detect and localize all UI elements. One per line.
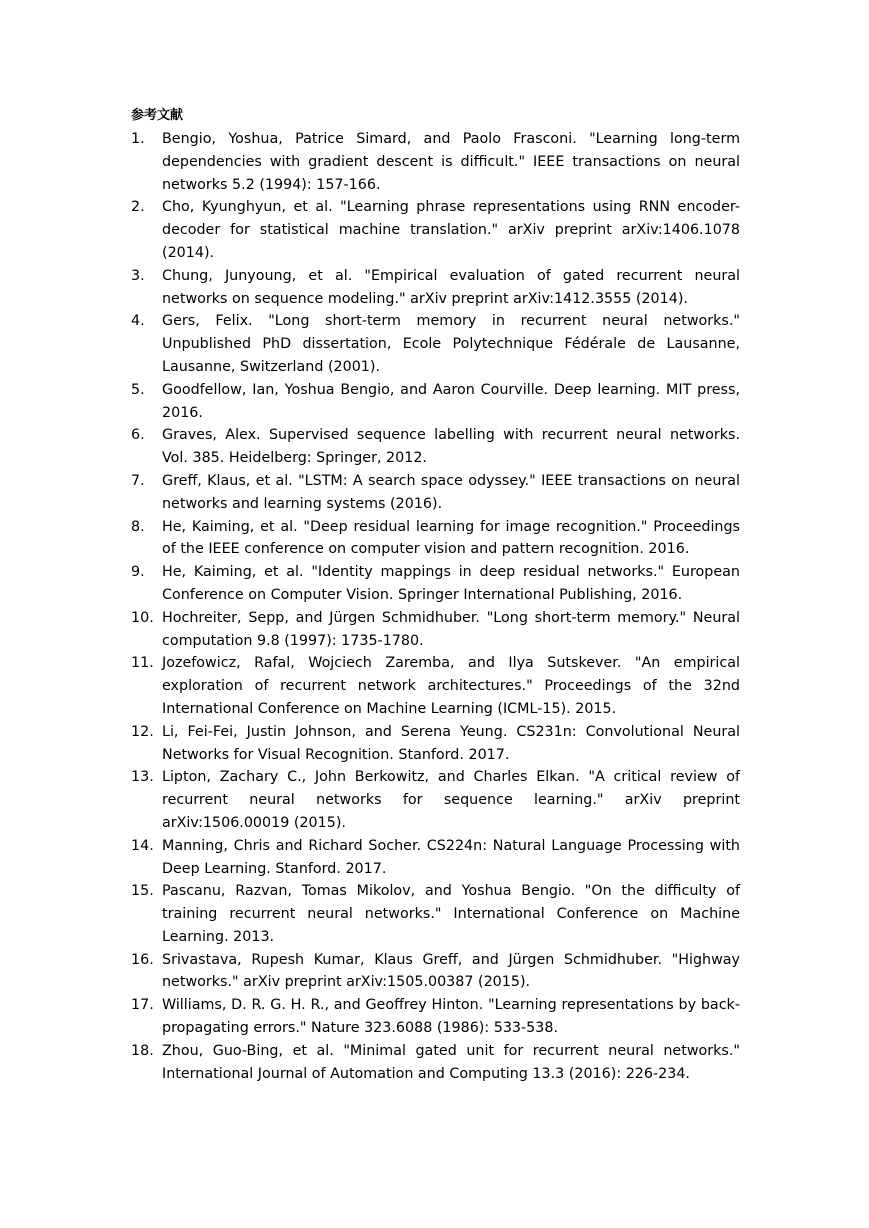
reference-item [131,766,740,834]
reference-text: Pascanu, Razvan, Tomas Mikolov, and Yoshua Bengio. "On the difficulty of training recurrent neural networks." International Conference on Machine Learning. 2013. [162,883,740,945]
reference-text: Gers, Felix. "Long short-term memory in recurrent neural networks." Unpublished PhD dissertation, Ecole Polytechnique Fédérale de Lausanne, Lausanne, Switzerland (2001). [162,313,740,375]
reference-number: 1. [131,131,145,147]
reference-number: 17. [131,997,154,1014]
reference-number: 14. [131,837,154,854]
reference-item [131,994,740,1040]
reference-text: Cho, Kyunghyun, et al. "Learning phrase representations using RNN encoder-decoder for statistical machine translation." arXiv preprint arXiv:1406.1078 (2014). [162,199,740,261]
reference-number: 4. [131,313,145,330]
reference-number: 7. [131,472,145,489]
reference-number: 16. [131,951,154,968]
reference-text: He, Kaiming, et al. "Deep residual learning for image recognition." Proceedings of the IEEE conference on computer vision and pattern recognition. 2016. [162,518,740,558]
reference-number: 8. [131,518,145,535]
reference-number: 9. [131,564,145,581]
reference-item [131,607,740,653]
reference-number: 2. [131,199,145,216]
reference-text: Lipton, Zachary C., John Berkowitz, and Charles Elkan. "A critical review of recurrent neural networks for sequence learning." arXiv preprint arXiv:1506.00019 (2015). [162,769,740,831]
reference-item [131,516,740,562]
reference-number: 15. [131,883,154,900]
reference-item [131,835,740,881]
references-heading: 参考文献 [131,108,184,123]
reference-text: He, Kaiming, et al. "Identity mappings in deep residual networks." European Conference on Computer Vision. Springer International Publishing, 2016. [162,564,740,603]
reference-item [131,379,740,425]
reference-text: Li, Fei-Fei, Justin Johnson, and Serena Yeung. CS231n: Convolutional Neural Networks for Visual Recognition. Stanford. 2017. [162,723,740,763]
reference-text: Graves, Alex. Supervised sequence labelling with recurrent neural networks. Vol. 385. Heidelberg: Springer, 2012. [162,427,740,467]
reference-number: 13. [131,769,154,786]
reference-text: Goodfellow, Ian, Yoshua Bengio, and Aaron Courville. Deep learning. MIT press, 2016. [162,381,740,421]
reference-number: 3. [131,267,145,284]
reference-number: 10. [131,609,154,626]
reference-item [131,561,740,607]
reference-text: Chung, Junyoung, et al. "Empirical evaluation of gated recurrent neural networks on sequence modeling." arXiv preprint arXiv:1412.3555 (2014). [162,267,740,307]
reference-list [131,128,740,1085]
reference-item [131,265,740,311]
reference-item [131,721,740,767]
reference-text: Greff, Klaus, et al. "LSTM: A search space odyssey." IEEE transactions on neural networks and learning systems (2016). [162,472,740,512]
reference-text: Williams, D. R. G. H. R., and Geoffrey Hinton. "Learning representations by back-propagating errors." Nature 323.6088 (1986): 533-538. [162,997,740,1037]
reference-number: 12. [131,723,154,740]
reference-number: 18. [131,1042,154,1059]
reference-text: Zhou, Guo-Bing, et al. "Minimal gated unit for recurrent neural networks." International Journal of Automation and Computing 13.3 (2016): 226-234. [162,1042,740,1082]
reference-item [131,949,740,995]
reference-text: Manning, Chris and Richard Socher. CS224n: Natural Language Processing with Deep Learning. Stanford. 2017. [162,837,740,877]
reference-text: Bengio, Yoshua, Patrice Simard, and Paolo Frasconi. "Learning long-term dependencies with gradient descent is difficult." IEEE transactions on neural networks 5.2 (1994): 157-166. [162,131,740,193]
reference-item [131,128,740,196]
reference-text: Srivastava, Rupesh Kumar, Klaus Greff, and Jürgen Schmidhuber. "Highway networks." arXiv preprint arXiv:1505.00387 (2015). [162,951,740,991]
reference-item [131,196,740,264]
reference-item [131,470,740,516]
reference-item [131,880,740,948]
reference-number: 5. [131,381,145,398]
reference-text: Hochreiter, Sepp, and Jürgen Schmidhuber. "Long short-term memory." Neural computation 9.8 (1997): 1735-1780. [162,609,740,649]
reference-item [131,424,740,470]
reference-item [131,310,740,378]
reference-item [131,1040,740,1086]
reference-number: 11. [131,655,154,672]
reference-item [131,652,740,720]
reference-text: Jozefowicz, Rafal, Wojciech Zaremba, and Ilya Sutskever. "An empirical exploration of recurrent network architectures." Proceedings of the 32nd International Conference on Machine Learning (ICML-15). 2015. [162,655,740,717]
document-page [131,106,740,1085]
reference-number: 6. [131,427,145,444]
